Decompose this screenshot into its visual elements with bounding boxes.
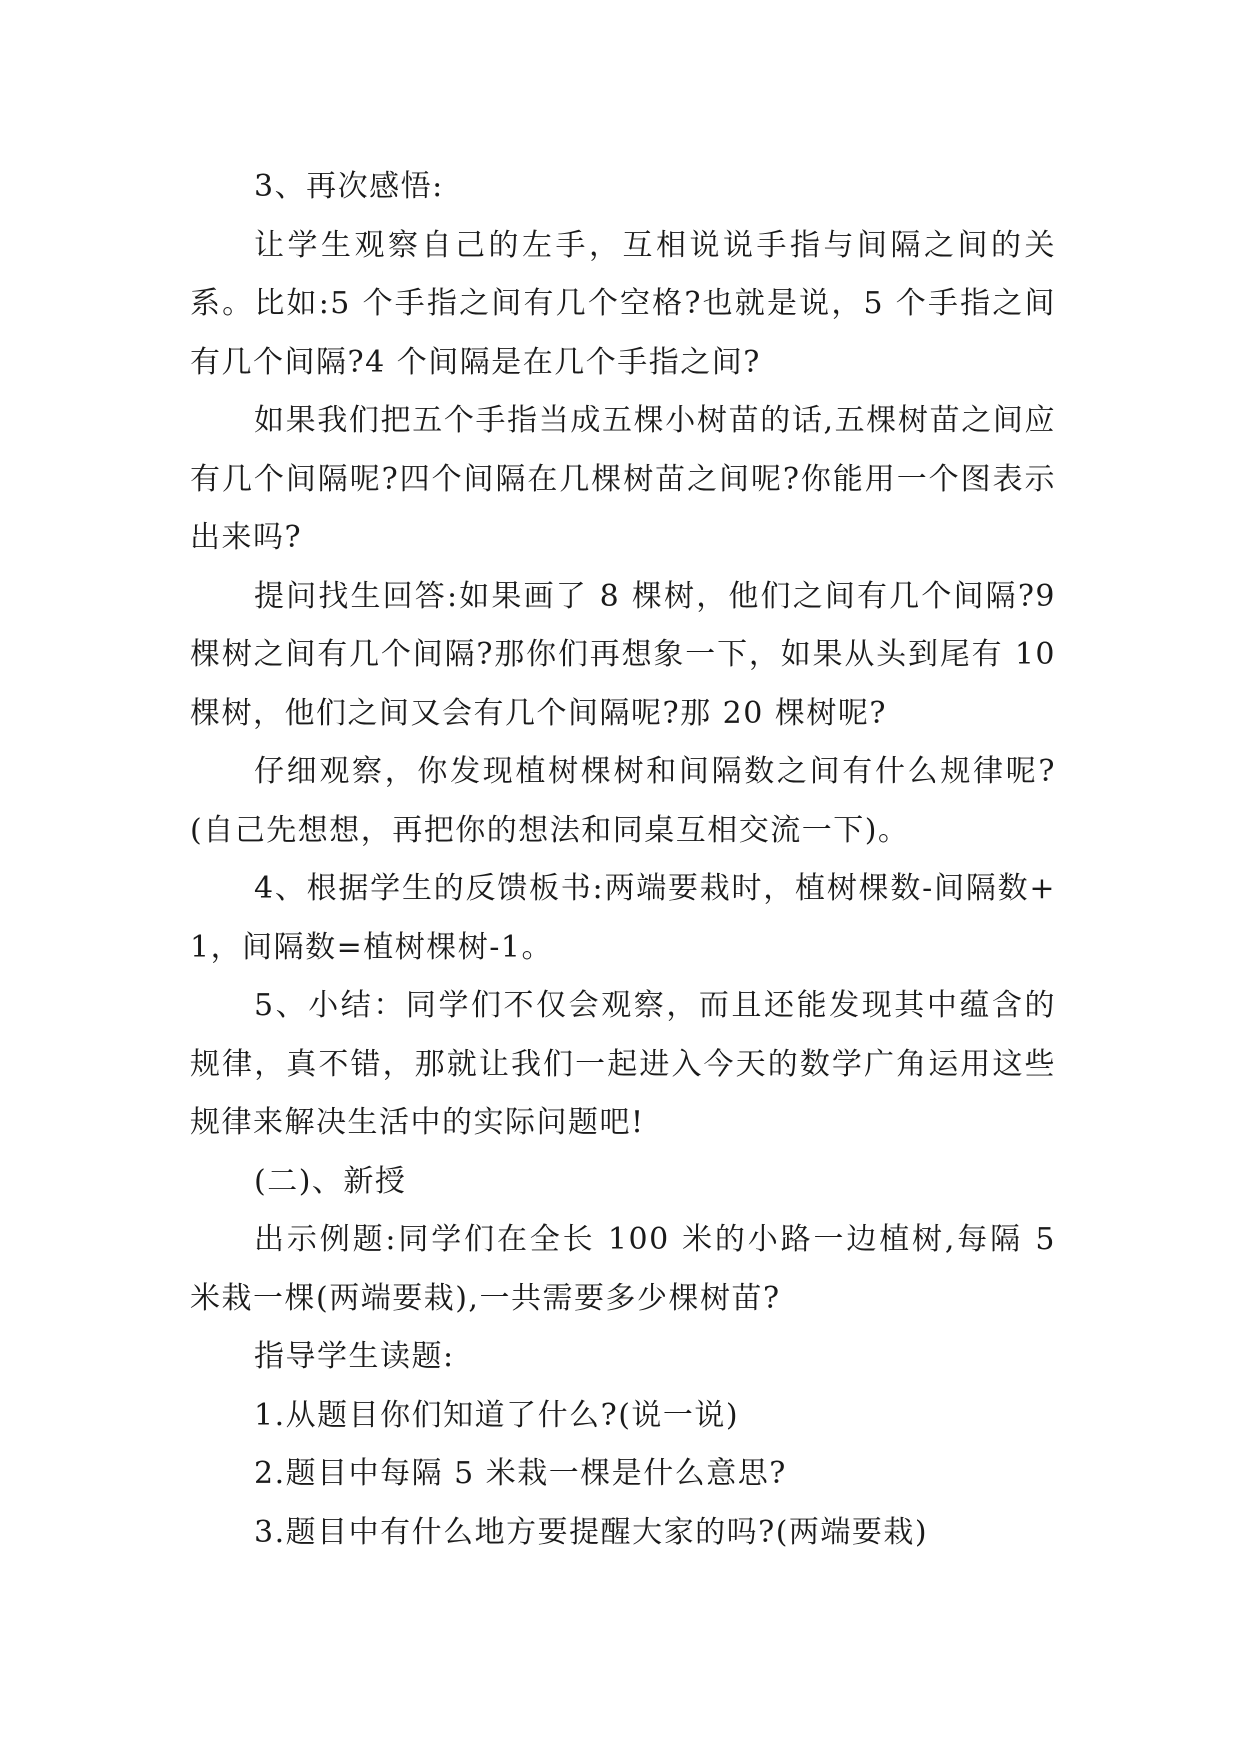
paragraph-question-answer: 提问找生回答:如果画了 8 棵树，他们之间有几个间隔?9 棵树之间有几个间隔?那你们再想象一下，如果从头到尾有 10 棵树，他们之间又会有几个间隔呢?那 20 棵树呢? [190,578,1056,731]
section-heading-new-lesson: (二)、新授 [254,1163,407,1199]
list-item-question-3: 3.题目中有什么地方要提醒大家的吗?(两端要栽) [254,1514,929,1550]
paragraph-observe-pattern: 仔细观察，你发现植树棵树和间隔数之间有什么规律呢?(自己先想想，再把你的想法和同桌互相交流一下)。 [190,754,1056,848]
paragraph-summary: 5、小结：同学们不仅会观察，而且还能发现其中蕴含的规律，真不错，那就让我们一起进入今天的数学广角运用这些规律来解决生活中的实际问题吧! [190,988,1056,1140]
document-page [190,158,1056,1562]
list-item-question-1: 1.从题目你们知道了什么?(说一说) [254,1397,740,1433]
paragraph-guide-reading: 指导学生读题: [254,1339,455,1374]
paragraph-board-writing: 4、根据学生的反馈板书:两端要栽时，植树棵数-间隔数+1，间隔数=植树棵树-1。 [190,871,1056,965]
paragraph-five-saplings: 如果我们把五个手指当成五棵小树苗的话,五棵树苗之间应有几个间隔呢?四个间隔在几棵树苗之间呢?你能用一个图表示出来吗? [190,403,1056,555]
paragraph-left-hand: 让学生观察自己的左手，互相说说手指与间隔之间的关系。比如:5 个手指之间有几个空格?也就是说，5 个手指之间有几个间隔?4 个间隔是在几个手指之间? [190,227,1056,380]
paragraph-example-problem: 出示例题:同学们在全长 100 米的小路一边植树,每隔 5 米栽一棵(两端要栽),一共需要多少棵树苗? [190,1222,1056,1316]
paragraph-reflection-heading: 3、再次感悟: [254,169,444,204]
list-item-question-2: 2.题目中每隔 5 米栽一棵是什么意思? [254,1456,787,1491]
